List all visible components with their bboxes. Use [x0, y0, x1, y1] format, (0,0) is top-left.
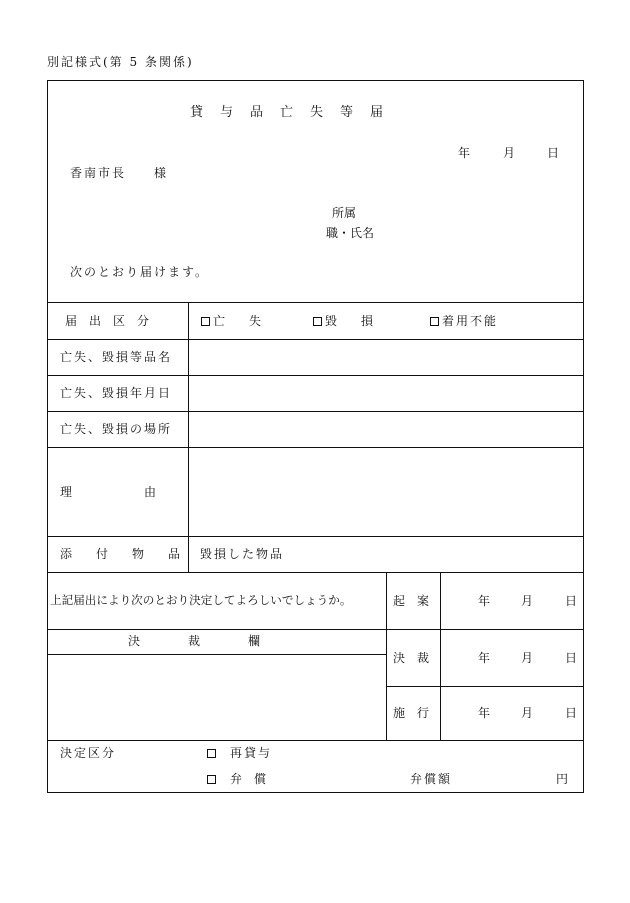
approve-month: 月 — [521, 651, 534, 665]
label-column-divider — [188, 302, 189, 572]
attachment-label: 添 付 物 品 — [60, 547, 181, 561]
row-divider — [386, 686, 584, 687]
form-reference-note: 別記様式(第 5 条関係) — [47, 55, 194, 69]
checkbox-icon[interactable] — [313, 317, 322, 326]
checkbox-icon[interactable] — [207, 749, 216, 758]
checkbox-icon[interactable] — [201, 317, 210, 326]
draft-month: 月 — [521, 594, 534, 608]
option-label: 亡 失 — [213, 314, 262, 328]
row-divider — [47, 447, 584, 448]
draft-year: 年 — [478, 594, 491, 608]
affiliation-label: 所属 — [332, 206, 357, 220]
option-label: 弁 償 — [230, 772, 267, 786]
enforce-label: 施 行 — [393, 706, 430, 720]
category-label: 届 出 区 分 — [65, 314, 150, 328]
approval-header-divider — [47, 654, 386, 655]
row-divider — [47, 339, 584, 340]
decision-statement: 上記届出により次のとおり決定してよろしいでしょうか。 — [50, 593, 352, 607]
yen-label: 円 — [556, 772, 569, 786]
draft-label: 起 案 — [393, 594, 430, 608]
form-title: 貸 与 品 亡 失 等 届 — [190, 105, 386, 120]
decision-option-compensate[interactable] — [207, 773, 266, 785]
row-divider — [47, 740, 584, 741]
approve-year: 年 — [478, 651, 491, 665]
checkbox-icon[interactable] — [430, 317, 439, 326]
enforce-month: 月 — [521, 706, 534, 720]
enforce-year: 年 — [478, 706, 491, 720]
compensation-amount-label: 弁償額 — [410, 772, 453, 786]
addressee: 香南市長 様 — [70, 166, 169, 180]
approve-day: 日 — [565, 651, 578, 665]
decision-column-divider — [386, 572, 387, 740]
date-column-divider — [440, 572, 441, 740]
decision-option-relend[interactable] — [207, 747, 272, 759]
approve-label: 決 裁 — [393, 651, 430, 665]
attachment-value: 毀損した物品 — [200, 547, 285, 561]
submission-month-label: 月 — [503, 146, 516, 160]
row-divider — [47, 411, 584, 412]
row-divider — [47, 572, 584, 573]
name-label: 職・氏名 — [326, 226, 375, 240]
option-label: 着用不能 — [442, 314, 499, 328]
decision-category-label: 決定区分 — [60, 746, 117, 760]
draft-day: 日 — [565, 594, 578, 608]
intro-text: 次のとおり届けます。 — [70, 265, 210, 279]
approval-column-header: 決 裁 欄 — [128, 634, 261, 648]
option-label: 毀 損 — [325, 314, 374, 328]
date-label: 亡失、毀損年月日 — [60, 386, 173, 400]
submission-day-label: 日 — [547, 146, 560, 160]
enforce-day: 日 — [565, 706, 578, 720]
category-option-damaged[interactable] — [313, 315, 373, 327]
row-divider — [47, 536, 584, 537]
reason-label: 理 由 — [60, 485, 157, 499]
row-divider — [47, 375, 584, 376]
row-divider — [47, 302, 584, 303]
category-option-unusable[interactable] — [430, 315, 498, 327]
row-divider — [47, 629, 584, 630]
category-option-lost[interactable] — [201, 315, 261, 327]
submission-year-label: 年 — [458, 146, 471, 160]
checkbox-icon[interactable] — [207, 775, 216, 784]
item-name-label: 亡失、毀損等品名 — [60, 350, 173, 364]
option-label: 再貸与 — [230, 746, 273, 760]
place-label: 亡失、毀損の場所 — [60, 422, 173, 436]
